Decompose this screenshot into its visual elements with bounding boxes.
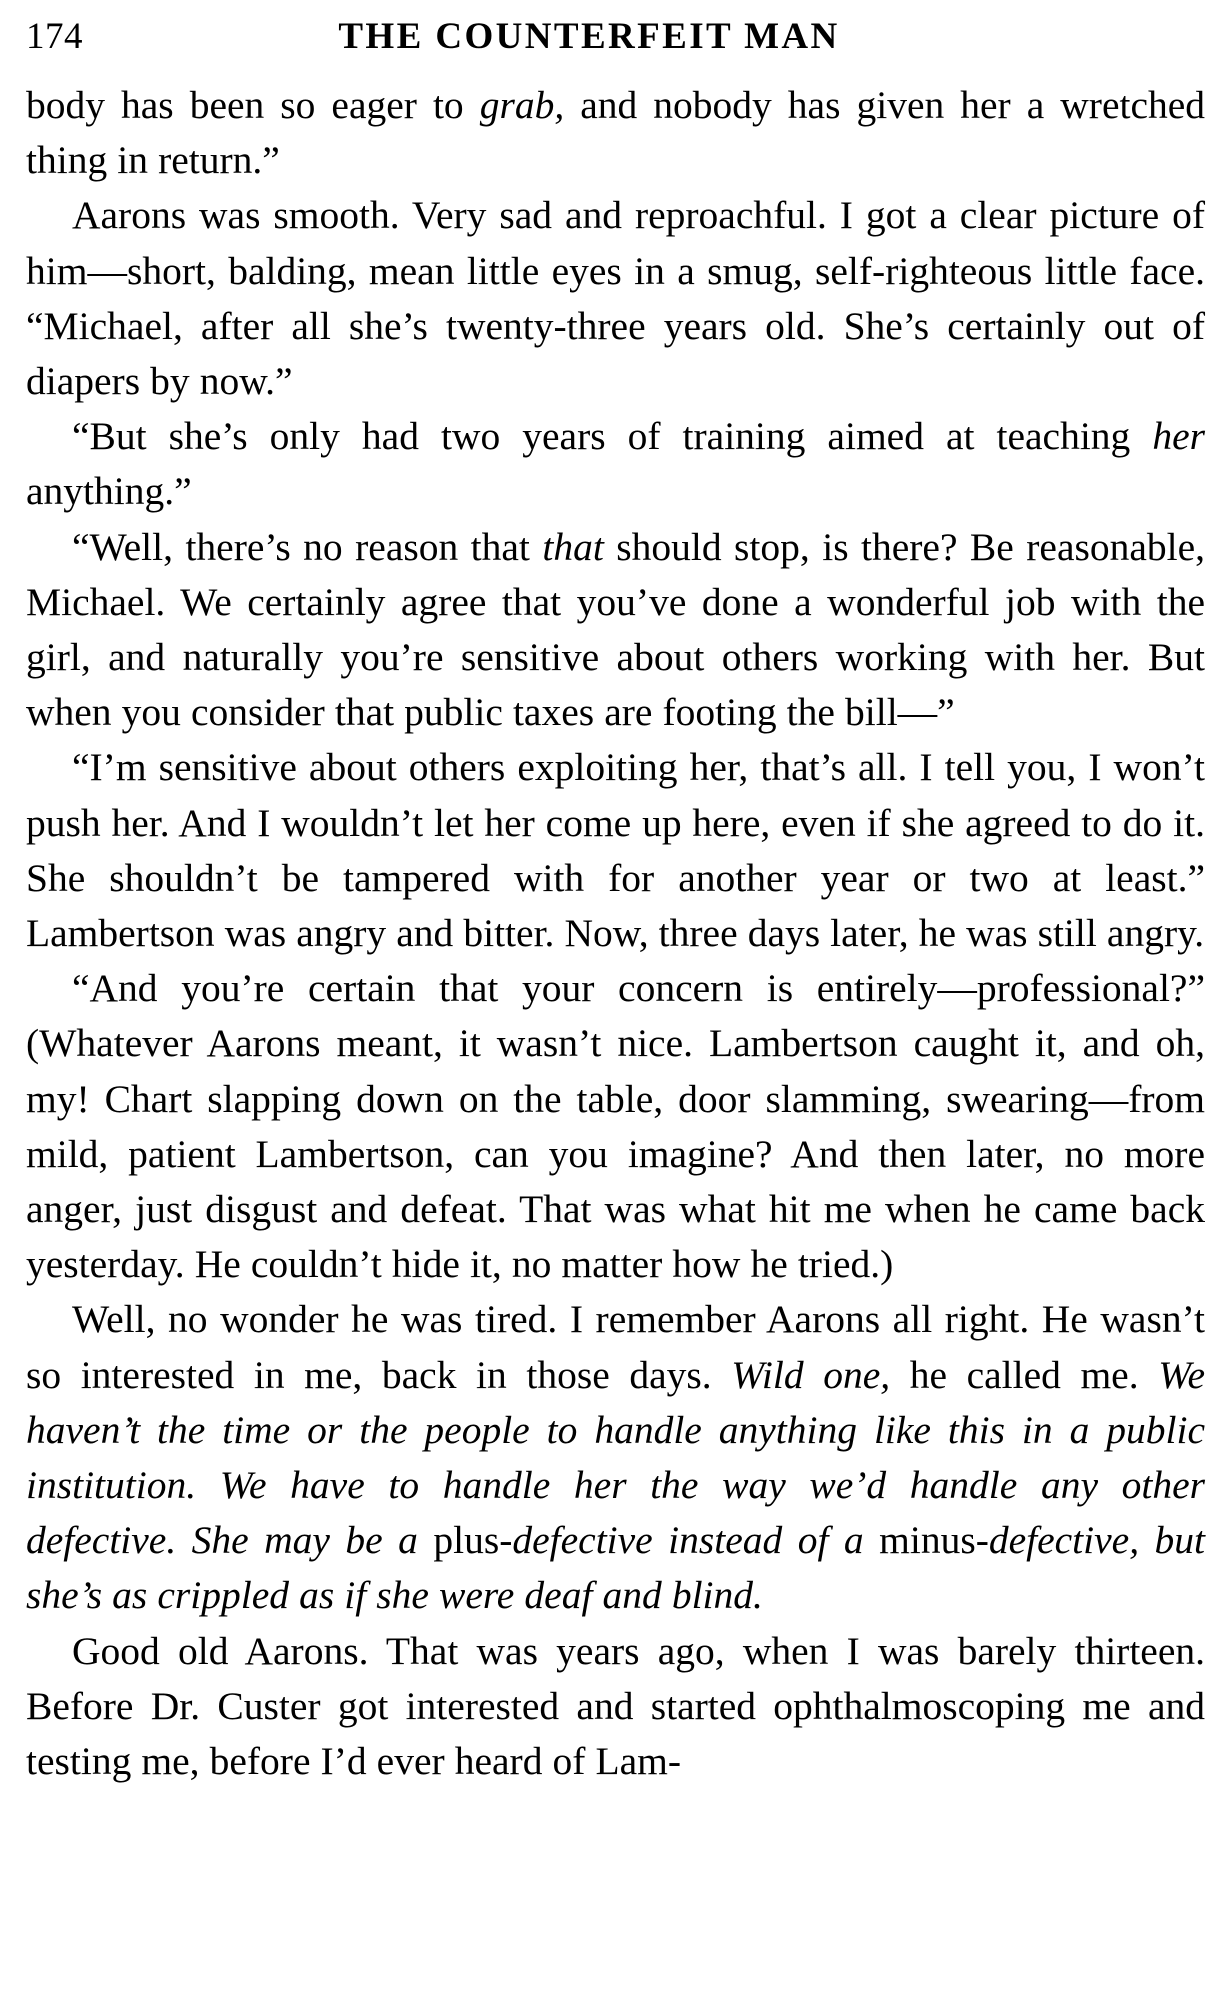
paragraph <box>26 520 1205 741</box>
paragraph <box>26 188 1205 409</box>
paragraph <box>26 1624 1205 1790</box>
text-run: body has been so eager to <box>26 83 480 127</box>
italic-run: her <box>1152 414 1205 459</box>
text-run: plus- <box>433 1518 513 1563</box>
text-run: “I’m sensitive about others exploiting her, that’s all. I tell you, I won’t push her. And I wouldn’t let her come up here, even if she agreed to do it. She shouldn’t be tampered with for another year or two at least.” Lambertson was angry and bitter. Now, three days later, he was still angry. <box>26 745 1205 956</box>
paragraph <box>26 1292 1205 1623</box>
page-body <box>26 78 1205 1789</box>
running-head <box>26 18 1205 74</box>
text-run: “And you’re certain that your concern is entirely—professional?” (Whatever Aarons meant, it wasn’t nice. Lambertson caught it, and oh, my! Chart slapping down on the table, door slamming, swearing—from mild, patient Lambertson, can you imagine? And then later, no more anger, just disgust and defeat. That was what hit me when he came back yesterday. He couldn’t hide it, no matter how he tried.) <box>26 966 1205 1287</box>
italic-run: defective instead of a <box>512 1518 880 1563</box>
text-run: he called me. <box>890 1352 1159 1397</box>
running-head-title: THE COUNTERFEIT MAN <box>338 16 840 57</box>
text-run: should stop, is there? Be reasonable, Michael. We certainly agree that you’ve done a wonderful job with the girl, and naturally you’re sensitive about others working with her. But when you consider that public taxes are footing the bill—” <box>26 524 1206 735</box>
text-run: “Well, there’s no reason that <box>72 524 543 569</box>
italic-run: grab, <box>479 83 565 127</box>
page-number: 174 <box>26 16 83 57</box>
text-run: Well, no wonder he was tired. I remember Aarons all right. He wasn’t so interested in me, back in those days. <box>26 1297 1205 1397</box>
italic-run: defective, but she’s as crippled as if she were deaf and blind. <box>26 1518 1205 1618</box>
paragraph <box>26 78 1205 188</box>
italic-run: Wild one, <box>731 1352 891 1397</box>
italic-run: We haven’t the time or the people to handle anything like this in a public institution. We have to handle her the way we’d handle any other defective. She may be a <box>26 1352 1205 1563</box>
text-run: minus- <box>879 1518 989 1563</box>
paragraph <box>26 409 1205 519</box>
paragraph <box>26 961 1205 1292</box>
italic-run: that <box>542 524 604 569</box>
paragraph <box>26 740 1205 961</box>
text-run: Good old Aarons. That was years ago, when I was barely thirteen. Before Dr. Custer got interested and started ophthalmoscoping me and testing me, before I’d ever heard of Lam- <box>26 1628 1205 1784</box>
text-run: anything.” <box>26 469 192 514</box>
text-run: Aarons was smooth. Very sad and reproachful. I got a clear picture of him—short, balding, mean little eyes in a smug, self-righteous little face. “Michael, after all she’s twenty-three years old. She’s certainly out of diapers by now.” <box>26 193 1205 404</box>
text-run: “But she’s only had two years of training aimed at teaching <box>72 414 1153 459</box>
text-run: and nobody has given her a wretched thing in return.” <box>26 83 1206 183</box>
